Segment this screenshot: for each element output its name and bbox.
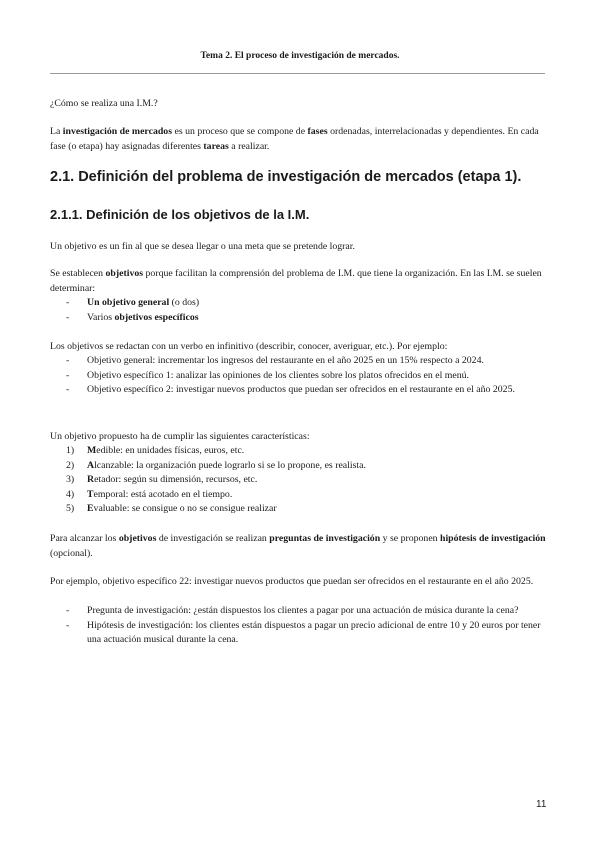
list-item: 3) Retador: según su dimensión, recursos, etc.	[66, 474, 258, 485]
research-questions-list	[50, 604, 548, 648]
list-item: - Varios objetivos específicos	[66, 311, 199, 323]
objetivo-definition: Un objetivo es un fin al que se desea llegar o una meta que se pretende lograr.	[50, 241, 355, 252]
list-item: 5) Evaluable: se consigue o no se consigue realizar	[66, 503, 277, 514]
ejemplo-paragraph: Por ejemplo, objetivo específico 22: investigar nuevos productos que puedan ser ofrecidos en el restaurante en el año 2025.	[50, 576, 534, 587]
list-item: - Objetivo específico 1: analizar las opiniones de los clientes sobre los platos ofrecidos en el menú.	[66, 369, 469, 381]
section-heading-2-1: 2.1. Definición del problema de investigación de mercados (etapa 1).	[50, 169, 522, 185]
caracteristicas-paragraph: Un objetivo propuesto ha de cumplir las siguientes características:	[50, 431, 310, 442]
list-item: 2) Alcanzable: la organización puede lograrlo si se lo propone, es realista.	[66, 459, 366, 471]
intro-question: ¿Cómo se realiza una I.M.?	[50, 98, 158, 109]
page-header: Tema 2. El proceso de investigación de mercados.	[200, 51, 400, 61]
smart-list	[50, 444, 548, 517]
list-item: - Objetivo específico 2: investigar nuevos productos que puedan ser ofrecidos en el restaurante en el año 2025.	[66, 384, 515, 395]
list-item: - Pregunta de investigación: ¿están dispuestos los clientes a pagar por una actuación de música durante la cena?	[66, 605, 519, 616]
establecen-paragraph: Se establecen objetivos porque facilitan la comprensión del problema de I.M. que tiene la organización. En las I.M. se suelen determinar:	[50, 268, 542, 294]
page-number: 11	[536, 799, 547, 810]
list-item: 1) Medible: en unidades físicas, euros, etc.	[66, 445, 245, 456]
intro-paragraph: La investigación de mercados es un proceso que se compone de fases ordenadas, interrelacionadas y dependientes. En cada fase (o etapa) hay asignadas diferentes tareas a realizar.	[50, 126, 539, 152]
header-rule	[50, 73, 545, 74]
list-item: - Objetivo general: incrementar los ingresos del restaurante en el año 2025 en un 15% respecto a 2024.	[66, 355, 484, 366]
list-item: - Hipótesis de investigación: los clientes están dispuestos a pagar un precio adicional de entre 10 y 20 euros por tener una actuación musical durante la cena.	[66, 619, 541, 645]
objective-types-list	[50, 296, 548, 325]
list-item: 4) Temporal: está acotado en el tiempo.	[66, 488, 233, 500]
example-objectives-list	[50, 354, 548, 398]
section-heading-2-1-1: 2.1.1. Definición de los objetivos de la I.M.	[50, 207, 310, 222]
list-item: - Un objetivo general (o dos)	[66, 297, 200, 308]
redactan-paragraph: Los objetivos se redactan con un verbo en infinitivo (describir, conocer, averiguar, etc.). Por ejemplo:	[50, 341, 448, 352]
alcanzar-paragraph: Para alcanzar los objetivos de investigación se realizan preguntas de investigación y se proponen hipótesis de investigación (opcional).	[50, 533, 546, 559]
